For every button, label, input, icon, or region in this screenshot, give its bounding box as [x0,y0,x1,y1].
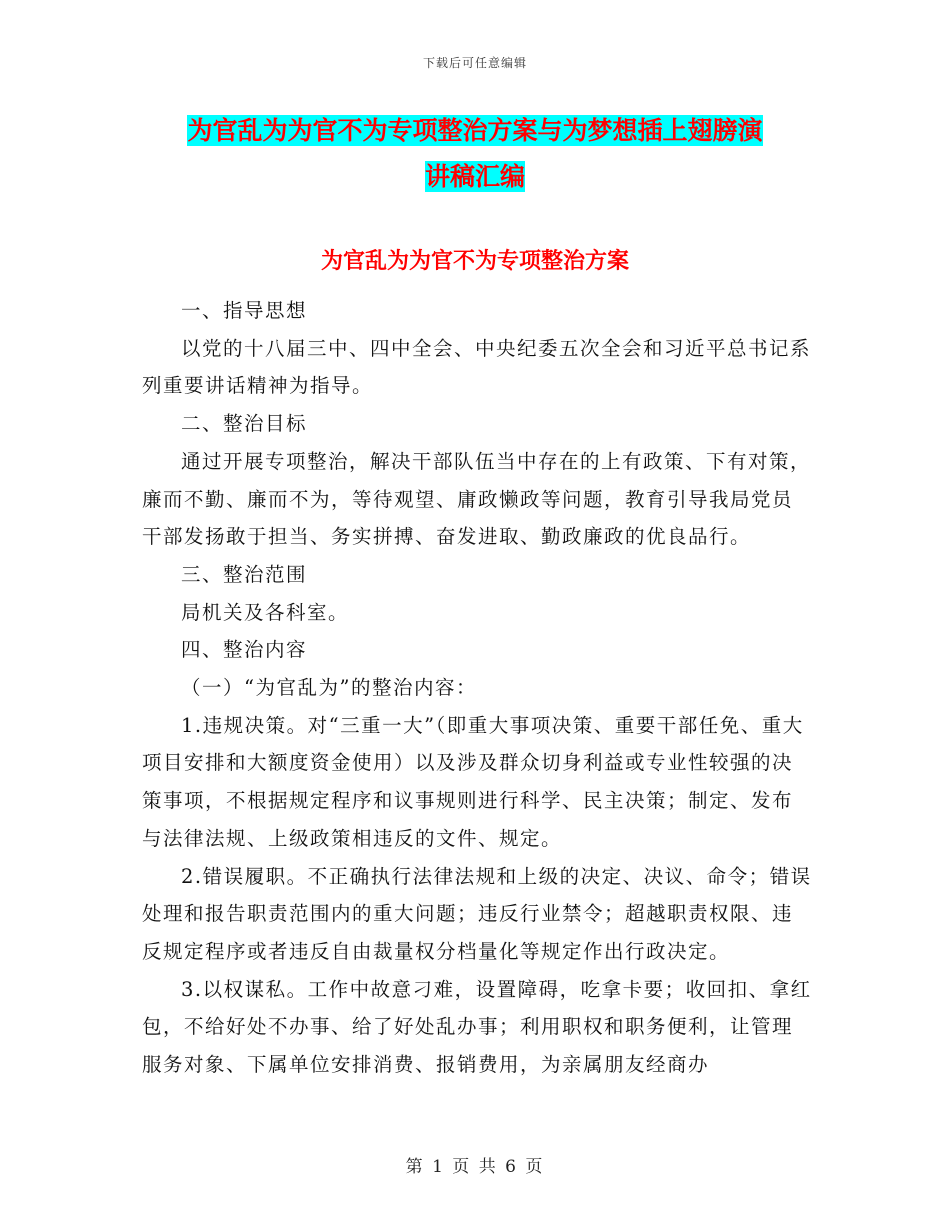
section-title: 为官乱为为官不为专项整治方案 [320,249,629,274]
document-title [140,108,810,200]
header-note: 下载后可任意编辑 [422,56,527,70]
heading-goals: 二、整治目标 [181,412,308,436]
heading-guiding-ideology: 一、指导思想 [181,299,308,322]
title-line-2: 讲稿汇编 [424,162,525,191]
paragraph: 以党的十八届三中、四中全会、中央纪委五次全会和习近平总书记系列重要讲话精神为指导。 [142,336,812,398]
paragraph: 通过开展专项整治，解决干部队伍当中存在的上有政策、下有对策，廉而不勤、廉而不为，等待观望、庸政懒政等问题，教育引导我局党员干部发扬敢于担当、务实拼搏、奋发进取、勤政廉政的优良品行。 [142,449,812,549]
heading-content: 四、整治内容 [181,638,308,662]
subheading: （一）“为官乱为”的整治内容： [181,676,477,700]
document-body [142,292,812,1084]
paragraph: 1.违规决策。对“三重一大”（即重大事项决策、重要干部任免、重大项目安排和大额度资金使用）以及涉及群众切身利益或专业性较强的决策事项，不根据规定程序和议事规则进行科学、民主决策；制定、发布与法律法规、上级政策相违反的文件、规定。 [142,713,804,850]
title-line-1: 为官乱为为官不为专项整治方案与为梦想插上翅膀演 [187,116,763,145]
paragraph: 2.错误履职。不正确执行法律法规和上级的决定、决议、命令；错误处理和报告职责范围内的重大问题；违反行业禁令；超越职责权限、违反规定程序或者违反自由裁量权分档量化等规定作出行政决定。 [142,864,812,963]
paragraph: 3.以权谋私。工作中故意刁难，设置障碍，吃拿卡要；收回扣、拿红包，不给好处不办事、给了好处乱办事；利用职权和职务便利，让管理服务对象、下属单位安排消费、报销费用，为亲属朋友经商办 [142,977,812,1077]
heading-scope: 三、整治范围 [181,562,308,586]
paragraph: 局机关及各科室。 [181,600,350,624]
page-footer: 第 1 页 共 6 页 [405,1157,545,1177]
